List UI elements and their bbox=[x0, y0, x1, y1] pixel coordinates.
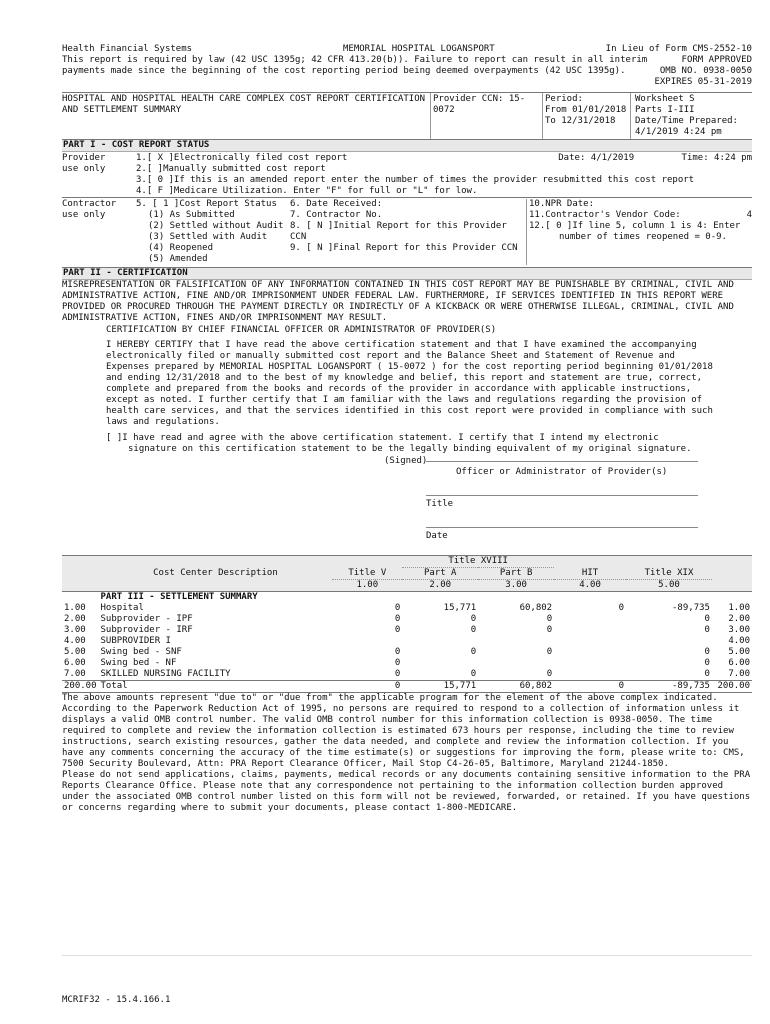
status-4: (4) Reopened bbox=[148, 243, 214, 253]
worksheet-label: Worksheet S bbox=[635, 94, 695, 104]
footer-line: instructions, search existing resources, gather the data needed, and complete and review the information collection. If you bbox=[62, 737, 729, 747]
settlement-summary-table bbox=[62, 555, 752, 692]
cell-rn: 3.00 bbox=[728, 625, 750, 635]
cert-body-line: complete and prepared from the books and records of the provider in accordance with applicable instructions, bbox=[106, 384, 692, 394]
header-line-2 bbox=[62, 55, 752, 66]
cell-xix: 0 bbox=[704, 647, 710, 657]
cost-report-page bbox=[62, 44, 752, 814]
item-8-initial-report: 8. [ N ]Initial Report for this Provider CCN bbox=[290, 221, 507, 242]
provider-use-label-2: use only bbox=[62, 164, 106, 174]
cell-hit bbox=[554, 669, 626, 681]
title-label: Title bbox=[426, 499, 454, 509]
cert-body-line: I HEREBY CERTIFY that I have read the above certification statement and that I have examined the accompanying bbox=[106, 340, 697, 350]
item-12-note: number of times reopened = 0-9. bbox=[559, 232, 727, 242]
cell-v: 0 bbox=[394, 603, 401, 613]
status-2: (2) Settled without Audit bbox=[148, 221, 284, 231]
footer-line: under the associated OMB control number listed on this form will not be reviewed, forwarded, or retained. If you have questions bbox=[62, 792, 751, 802]
in-lieu-of: In Lieu of Form CMS-2552-10 bbox=[605, 44, 752, 54]
cell-b bbox=[478, 658, 554, 669]
form-approved: FORM APPROVED bbox=[681, 55, 752, 65]
cell-v: 0 bbox=[394, 669, 401, 679]
report-title-2: AND SETTLEMENT SUMMARY bbox=[62, 105, 182, 115]
form-id: MCRIF32 - 15.4.166.1 bbox=[62, 995, 171, 1005]
col-num-1: 1.00 bbox=[332, 580, 402, 592]
date-prepared-value: 4/1/2019 4:24 pm bbox=[635, 127, 722, 137]
cell-a: 0 bbox=[470, 647, 477, 657]
warning-line-3: PROVIDED OR PROCURED THROUGH THE PAYMENT DIRECTLY OR INDIRECTLY OF A KICKBACK OR WERE OTHERWISE ILLEGAL, CRIMINAL, CIVIL AND bbox=[62, 302, 734, 312]
footer-line: Please do not send applications, claims, payments, medical records or any documents containing sensitive information to the PRA bbox=[62, 770, 751, 780]
table-row bbox=[62, 603, 752, 614]
cell-hit bbox=[554, 636, 626, 647]
cell-v: 0 bbox=[394, 614, 401, 624]
bottom-divider bbox=[62, 955, 752, 956]
expires: EXPIRES 05-31-2019 bbox=[654, 77, 752, 87]
part-2-title: PART II - CERTIFICATION bbox=[62, 267, 752, 280]
footer-line: 7500 Security Boulevard, Attn: PRA Report Clearance Officer, Mail Stop C4-26-05, Baltimore, Maryland 21244-1850. bbox=[62, 759, 669, 769]
cell-rn: 5.00 bbox=[728, 647, 750, 657]
title-line[interactable] bbox=[426, 495, 698, 496]
cell-xix: 0 bbox=[704, 669, 710, 679]
hdr-blank bbox=[62, 568, 99, 580]
cell-ln: 7.00 bbox=[64, 669, 86, 679]
footer-line: have any comments concerning the accuracy of the time estimate(s) or suggestions for improving the form, please write to: CMS, bbox=[62, 748, 745, 758]
item-7-contractor-no: 7. Contractor No. bbox=[290, 210, 383, 220]
item-11-vendor-code: 11.Contractor's Vendor Code: bbox=[529, 210, 681, 220]
part-3-title: PART III - SETTLEMENT SUMMARY bbox=[100, 592, 258, 602]
cell-hit bbox=[554, 647, 626, 658]
hdr-blank bbox=[62, 580, 99, 592]
item-12-reopened: 12.[ 0 ]If line 5, column 1 is 4: Enter bbox=[529, 221, 741, 231]
cell-desc: Hospital bbox=[100, 603, 144, 613]
footer-line: displays a valid OMB control number. The valid OMB control number for this information collection is 0938-0050. The time bbox=[62, 715, 713, 725]
col-num-5: 5.00 bbox=[626, 580, 712, 592]
section-blank bbox=[62, 592, 99, 604]
cell-rn: 6.00 bbox=[728, 658, 750, 668]
date-label: Date bbox=[426, 531, 448, 541]
table-row bbox=[62, 636, 752, 647]
cell-a bbox=[402, 658, 478, 669]
table-header-row-1 bbox=[62, 556, 752, 568]
cell-ln: 1.00 bbox=[64, 603, 86, 613]
cell-a bbox=[402, 636, 478, 647]
agreement-line-2: signature on this certification statement to be the legally binding equivalent of my original signature. bbox=[128, 444, 692, 454]
footer-line: The above amounts represent "due to" or "due from" the applicable program for the element of the above complex indicated. bbox=[62, 693, 718, 703]
contractor-label-2: use only bbox=[62, 210, 106, 220]
omb-number: OMB NO. 0938-0050 bbox=[659, 66, 752, 76]
cell-v: 0 bbox=[394, 658, 401, 668]
cell-xix: 0 bbox=[704, 658, 710, 668]
cell-ln: 200.00 bbox=[64, 681, 97, 691]
hdr-blank bbox=[712, 556, 752, 568]
period-label: Period: bbox=[545, 94, 583, 104]
cell-hit bbox=[554, 658, 626, 669]
cell-b: 60,802 bbox=[519, 603, 553, 613]
contractor-use-block bbox=[62, 197, 752, 267]
cert-body-line: health care services, and that the services identified in this cost report were provided in compliance with such bbox=[106, 406, 713, 416]
table-row bbox=[62, 669, 752, 681]
signed-label: (Signed) bbox=[384, 456, 428, 466]
certification-by: CERTIFICATION BY CHIEF FINANCIAL OFFICER OR ADMINISTRATOR OF PROVIDER(S) bbox=[106, 325, 497, 335]
cell-xix: -89,735 bbox=[672, 681, 710, 691]
status-5: (5) Amended bbox=[148, 254, 208, 264]
item-2-manual: 2.[ ]Manually submitted cost report bbox=[136, 164, 326, 174]
cell-v: 0 bbox=[394, 625, 401, 635]
settlement-rows bbox=[62, 603, 752, 692]
cell-v bbox=[332, 636, 402, 647]
col-num-3: 3.00 bbox=[478, 580, 554, 592]
signature-block bbox=[62, 455, 752, 555]
item-9-final-report: 9. [ N ]Final Report for this Provider CCN bbox=[290, 243, 518, 253]
cell-rn: 4.00 bbox=[728, 636, 750, 646]
status-1: (1) As Submitted bbox=[148, 210, 235, 220]
cert-body-line: and ending 12/31/2018 and to the best of my knowledge and belief, this report and statement are true, correct, bbox=[106, 373, 703, 383]
col-title-v: Title V bbox=[332, 568, 402, 580]
agreement-block bbox=[62, 433, 752, 455]
item-5-status: 5. [ 1 ]Cost Report Status bbox=[136, 199, 277, 209]
form-header bbox=[62, 44, 752, 55]
hdr-blank bbox=[712, 568, 752, 580]
agreement-checkbox-line[interactable]: [ ]I have read and agree with the above certification statement. I certify that I intend my electronic bbox=[106, 433, 659, 443]
warning-line-4: ADMINISTRATIVE ACTION, FINES AND/OR IMPRISONMENT MAY RESULT. bbox=[62, 313, 388, 323]
provider-use-label-1: Provider bbox=[62, 153, 106, 163]
header-line-4 bbox=[62, 77, 752, 88]
cell-ln: 2.00 bbox=[64, 614, 86, 624]
col-num-4: 4.00 bbox=[554, 580, 626, 592]
table-row bbox=[62, 614, 752, 625]
contractor-label-1: Contractor bbox=[62, 199, 117, 209]
parts-label: Parts I-III bbox=[635, 105, 695, 115]
cell-b: 60,802 bbox=[519, 681, 553, 691]
item-10-npr-date: 10.NPR Date: bbox=[529, 199, 595, 209]
cell-a: 0 bbox=[470, 614, 477, 624]
hdr-blank bbox=[99, 556, 333, 568]
col-part-a: Part A bbox=[402, 568, 478, 580]
cell-a: 15,771 bbox=[443, 681, 477, 691]
footer-line: Reports Clearance Office. Please note that any correspondence not pertaining to the information collection burden approved bbox=[62, 781, 724, 791]
col-title-xix: Title XIX bbox=[626, 568, 712, 580]
cell-desc: Subprovider - IRF bbox=[100, 625, 193, 635]
item-1-time: Time: 4:24 pm bbox=[681, 153, 752, 163]
hdr-blank bbox=[99, 580, 333, 592]
item-1-date: Date: 4/1/2019 bbox=[558, 153, 635, 163]
cell-desc: Total bbox=[100, 681, 128, 691]
cell-desc: Swing bed - NF bbox=[100, 658, 177, 668]
title-xviii-header: Title XVIII bbox=[402, 556, 554, 568]
item-4-utilization: 4.[ F ]Medicare Utilization. Enter "F" for full or "L" for low. bbox=[136, 186, 478, 196]
cell-ln: 3.00 bbox=[64, 625, 86, 635]
warning-line-1: MISREPRESENTATION OR FALSIFICATION OF ANY INFORMATION CONTAINED IN THIS COST REPORT MAY BE PUNISHABLE BY CRIMINAL, CIVIL AND bbox=[62, 280, 734, 290]
cell-xix: 0 bbox=[704, 625, 710, 635]
table-row bbox=[62, 681, 752, 693]
signature-line[interactable] bbox=[426, 461, 698, 462]
legal-notice-1: This report is required by law (42 USC 1395g; 42 CFR 413.20(b)). Failure to report can result in all interim bbox=[62, 55, 648, 65]
cell-rn: 1.00 bbox=[728, 603, 750, 613]
cell-ln: 4.00 bbox=[64, 636, 86, 646]
cell-hit: 0 bbox=[618, 681, 625, 691]
cell-b: 0 bbox=[546, 614, 553, 624]
cell-b: 0 bbox=[546, 647, 553, 657]
table-header-row-2 bbox=[62, 568, 752, 580]
col-hit: HIT bbox=[554, 568, 626, 580]
cell-rn: 2.00 bbox=[728, 614, 750, 624]
cell-desc: Subprovider - IPF bbox=[100, 614, 193, 624]
cell-b: 0 bbox=[546, 669, 553, 679]
cell-a: 0 bbox=[470, 669, 477, 679]
cell-b: 0 bbox=[546, 625, 553, 635]
status-3: (3) Settled with Audit bbox=[148, 232, 268, 242]
col-part-b: Part B bbox=[478, 568, 554, 580]
table-row bbox=[62, 647, 752, 658]
footer-line: or concerns regarding where to submit your documents, please contact 1-800-MEDICARE. bbox=[62, 803, 518, 813]
report-title-1: HOSPITAL AND HOSPITAL HEALTH CARE COMPLEX COST REPORT CERTIFICATION bbox=[62, 94, 426, 104]
warning-line-2: ADMINISTRATIVE ACTION, FINE AND/OR IMPRISONMENT UNDER FEDERAL LAW. FURTHERMORE, IF SERVICES IDENTIFIED IN THIS REPORT WERE bbox=[62, 291, 724, 301]
table-row bbox=[62, 658, 752, 669]
cert-body-line: Expenses prepared by MEMORIAL HOSPITAL LOGANSPORT ( 15-0072 ) for the cost reporting period beginning 01/01/2018 bbox=[106, 362, 713, 372]
provider-use-block bbox=[62, 152, 752, 197]
cell-xix bbox=[626, 636, 712, 647]
period-from: From 01/01/2018 bbox=[545, 105, 627, 115]
cell-hit: 0 bbox=[618, 603, 625, 613]
date-line[interactable] bbox=[426, 527, 698, 528]
cell-xix: -89,735 bbox=[672, 603, 710, 613]
footer-notes bbox=[62, 692, 752, 814]
date-prepared-label: Date/Time Prepared: bbox=[635, 116, 738, 126]
part-1-title: PART I - COST REPORT STATUS bbox=[62, 139, 752, 152]
cell-v: 0 bbox=[394, 681, 401, 691]
col-description: Cost Center Description bbox=[99, 568, 333, 580]
cell-b bbox=[478, 636, 554, 647]
table-row bbox=[62, 625, 752, 636]
officer-label: Officer or Administrator of Provider(s) bbox=[456, 467, 668, 477]
hdr-blank bbox=[554, 556, 626, 568]
provider-ccn: Provider CCN: 15-0072 bbox=[433, 94, 526, 115]
cell-v: 0 bbox=[394, 647, 401, 657]
cert-body-line: except as noted. I further certify that I am familiar with the laws and regulations regarding the provision of bbox=[106, 395, 703, 405]
section-title-row bbox=[62, 592, 752, 604]
certification-header bbox=[62, 92, 752, 139]
cell-rn: 200.00 bbox=[717, 681, 750, 691]
cell-hit bbox=[554, 625, 626, 636]
hospital-name: MEMORIAL HOSPITAL LOGANSPORT bbox=[343, 44, 495, 54]
vendor-code-value: 4 bbox=[746, 210, 752, 220]
org-name: Health Financial Systems bbox=[62, 44, 193, 54]
cert-body-line: electronically filed or manually submitted cost report and the Balance Sheet and Statement of Revenue and bbox=[106, 351, 675, 361]
col-num-2: 2.00 bbox=[402, 580, 478, 592]
cell-a: 15,771 bbox=[443, 603, 477, 613]
cell-desc: SUBPROVIDER I bbox=[100, 636, 171, 646]
cell-rn: 7.00 bbox=[728, 669, 750, 679]
cert-body-line: laws and regulations. bbox=[106, 417, 220, 427]
cell-ln: 6.00 bbox=[64, 658, 86, 668]
period-to: To 12/31/2018 bbox=[545, 116, 616, 126]
cell-desc: SKILLED NURSING FACILITY bbox=[100, 669, 231, 679]
hdr-blank bbox=[626, 556, 712, 568]
cell-hit bbox=[554, 614, 626, 625]
certification-body bbox=[62, 340, 752, 428]
table-header-row-3 bbox=[62, 580, 752, 592]
footer-line: required to complete and review the information collection is estimated 673 hours per response, including the time to review bbox=[62, 726, 734, 736]
item-3-amended: 3.[ 0 ]If this is an amended report enter the number of times the provider resubmitted this cost report bbox=[136, 175, 695, 185]
cell-ln: 5.00 bbox=[64, 647, 86, 657]
cell-xix: 0 bbox=[704, 614, 710, 624]
hdr-blank bbox=[62, 556, 99, 568]
item-6-date-received: 6. Date Received: bbox=[290, 199, 383, 209]
item-1-electronic: 1.[ X ]Electronically filed cost report bbox=[136, 153, 348, 163]
hdr-blank bbox=[332, 556, 402, 568]
footer-line: According to the Paperwork Reduction Act of 1995, no persons are required to respond to a collection of information unless it bbox=[62, 704, 740, 714]
cell-a: 0 bbox=[470, 625, 477, 635]
cell-desc: Swing bed - SNF bbox=[100, 647, 182, 657]
legal-notice-2: payments made since the beginning of the cost reporting period being deemed overpayments (42 USC 1395g). bbox=[62, 66, 626, 76]
hdr-blank bbox=[712, 580, 752, 592]
header-line-3 bbox=[62, 66, 752, 77]
